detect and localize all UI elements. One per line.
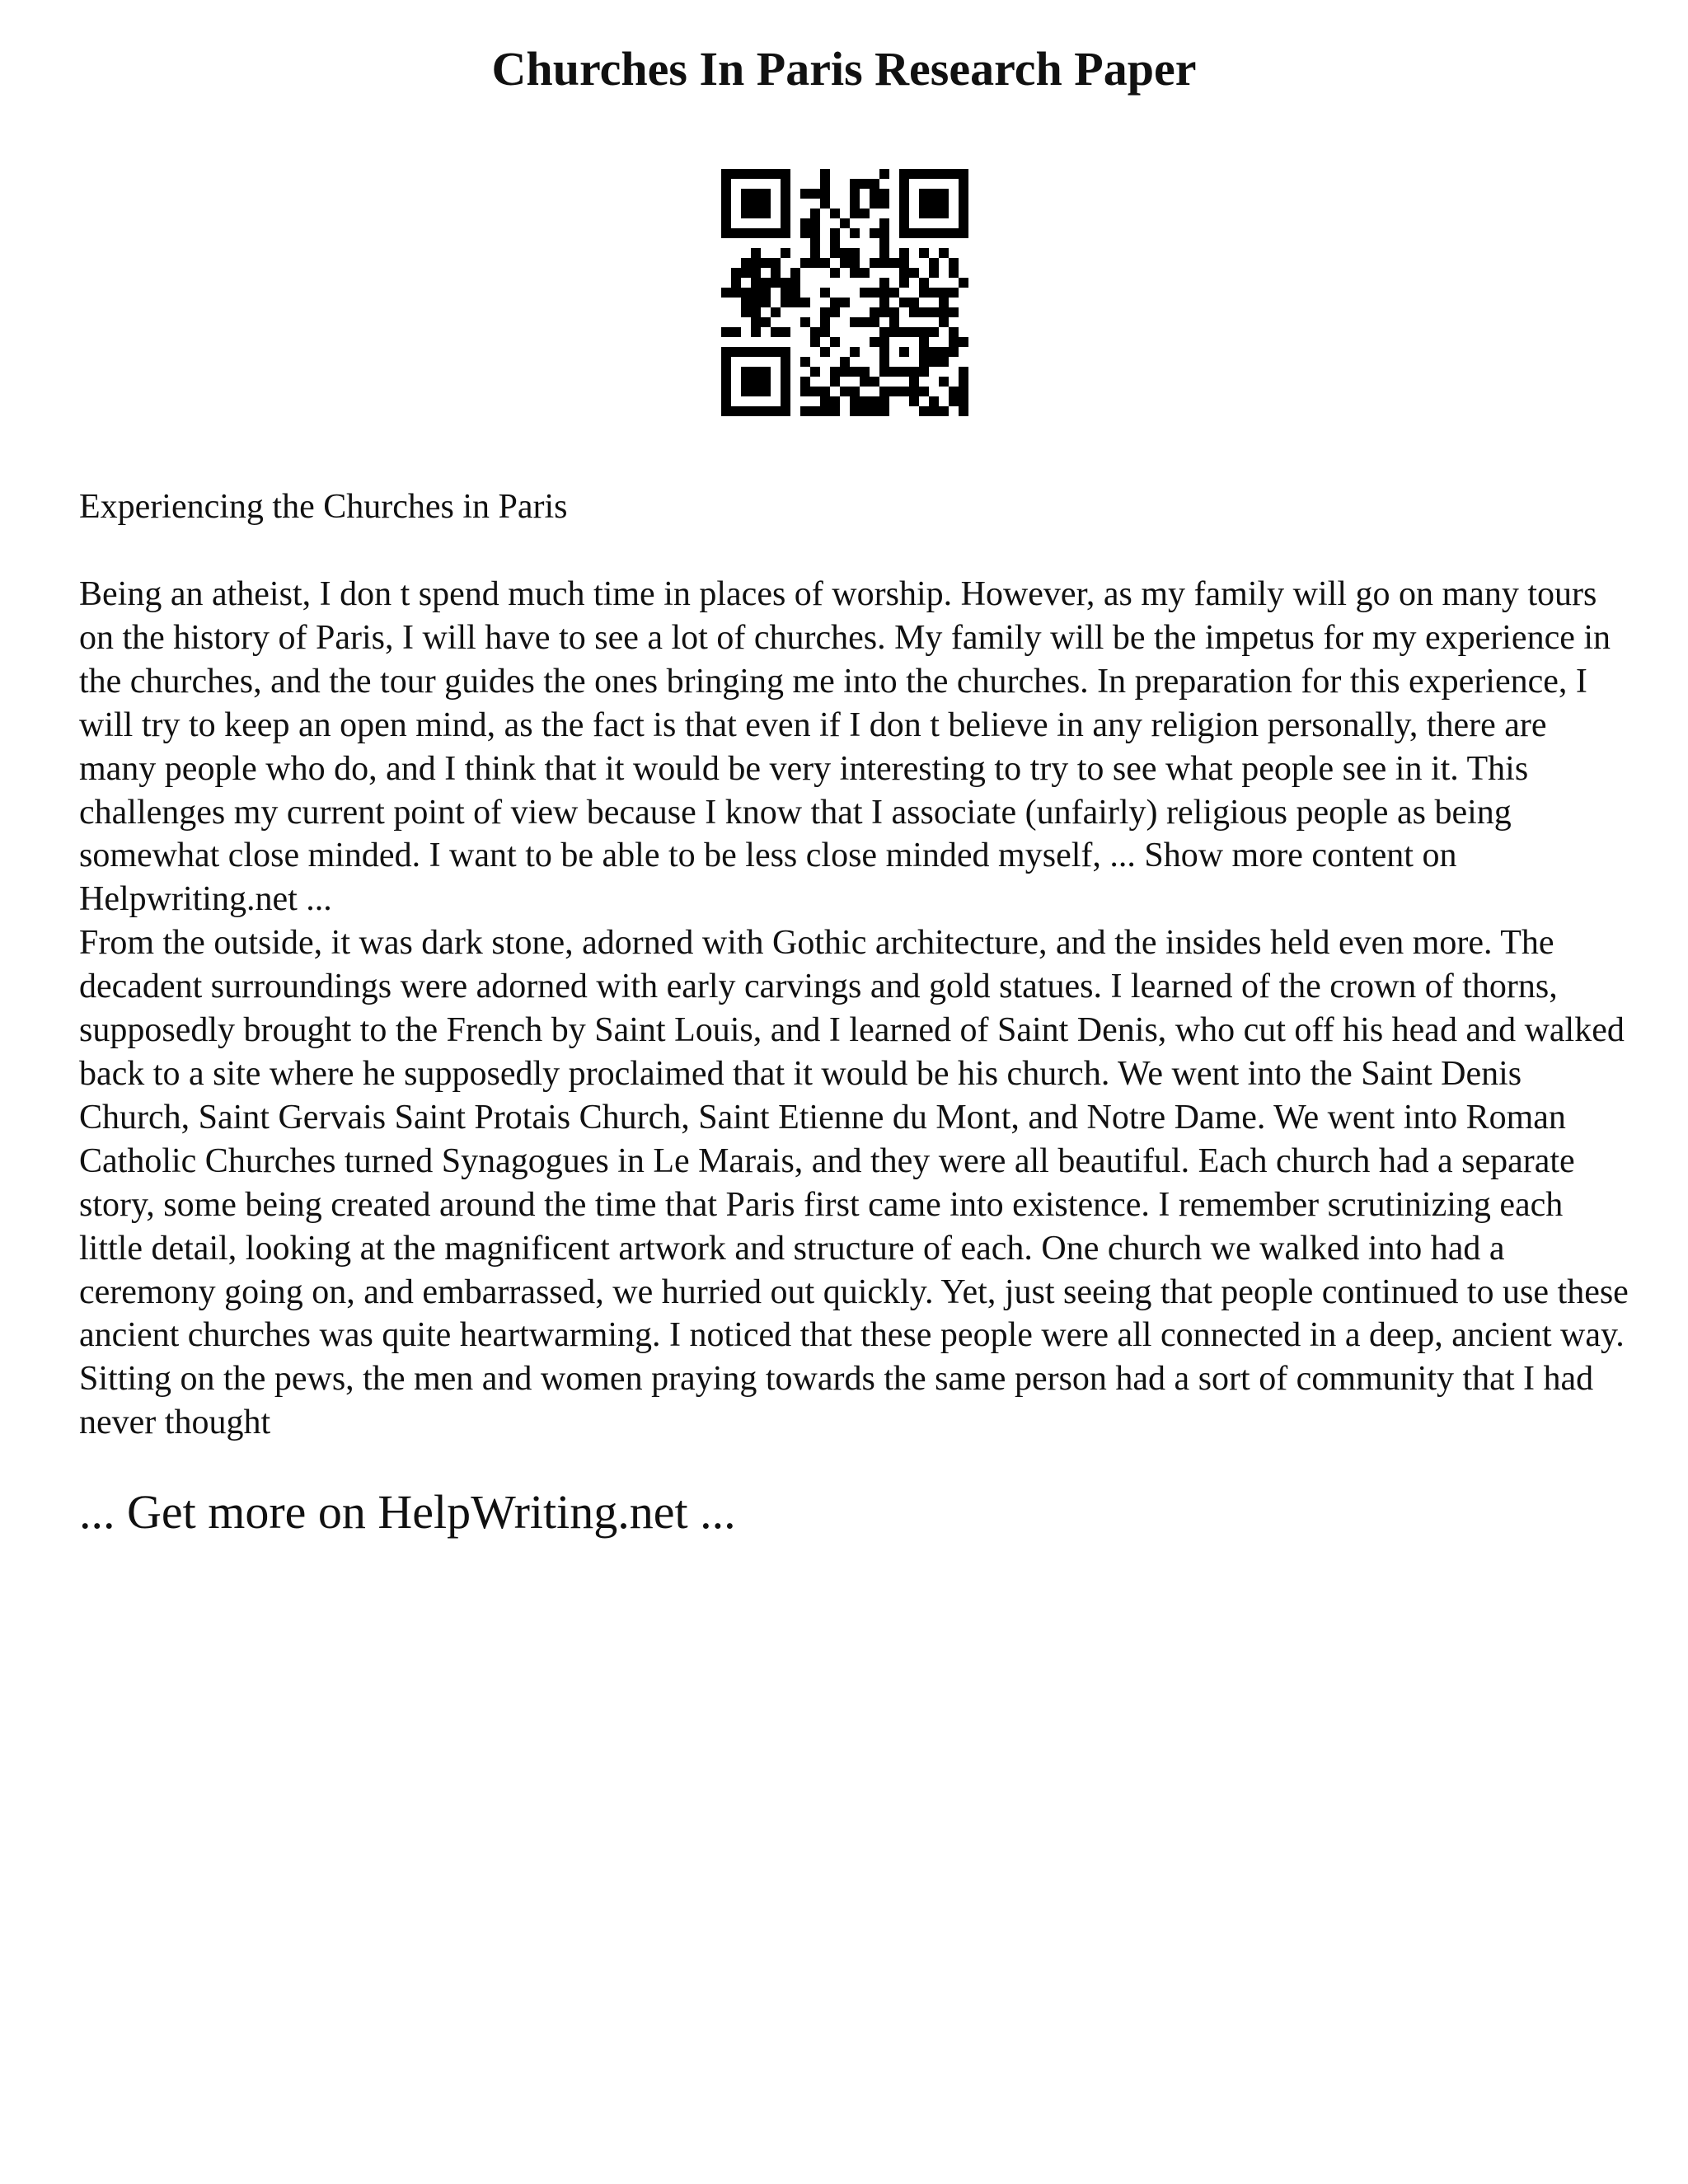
document-body — [79, 485, 1629, 1545]
paragraph-intro: Being an atheist, I don t spend much time in places of worship. However, as my family will go on many tours on the history of Paris, I will have to see a lot of churches. My family will be the impetus for my experience in the churches, and the tour guides the ones bringing me into the churches. In preparation for this experience, I will try to keep an open mind, as the fact is that even if I don t believe in any religion personally, there are many people who do, and I think that it would be very interesting to try to see what people see in it. This challenges my current point of view because I know that I associate (unfairly) religious people as being somewhat close minded. I want to be able to be less close minded myself, ... Show more content on Helpwriting.net ... — [79, 575, 1611, 919]
paragraph-churches: From the outside, it was dark stone, adorned with Gothic architecture, and the insides held even more. The decadent surroundings were adorned with early carvings and gold statues. I learned of the crown of thorns, supposedly brought to the French by Saint Louis, and I learned of Saint Denis, who cut off his head and walked back to a site where he supposedly proclaimed that it would be his church. We went into the Saint Denis Church, Saint Gervais Saint Protais Church, Saint Etienne du Mont, and Notre Dame. We went into Roman Catholic Churches turned Synagogues in Le Marais, and they were all beautiful. Each church had a separate story, some being created around the time that Paris first came into existence. I remember scrutinizing each little detail, looking at the magnificent artwork and structure of each. One church we walked into had a ceremony going on, and embarrassed, we hurried out quickly. Yet, just seeing that people continued to use these ancient churches was quite heartwarming. I noticed that these people were all connected in a deep, ancient way. Sitting on the pews, the men and women praying towards the same person had a sort of community that I had never thought — [79, 924, 1629, 1442]
qr-code-icon — [721, 169, 968, 416]
document-title: Churches In Paris Research Paper — [491, 42, 1197, 96]
get-more-link[interactable]: ... Get more on HelpWriting.net ... — [79, 1485, 736, 1540]
section-heading: Experiencing the Churches in Paris — [79, 488, 568, 526]
